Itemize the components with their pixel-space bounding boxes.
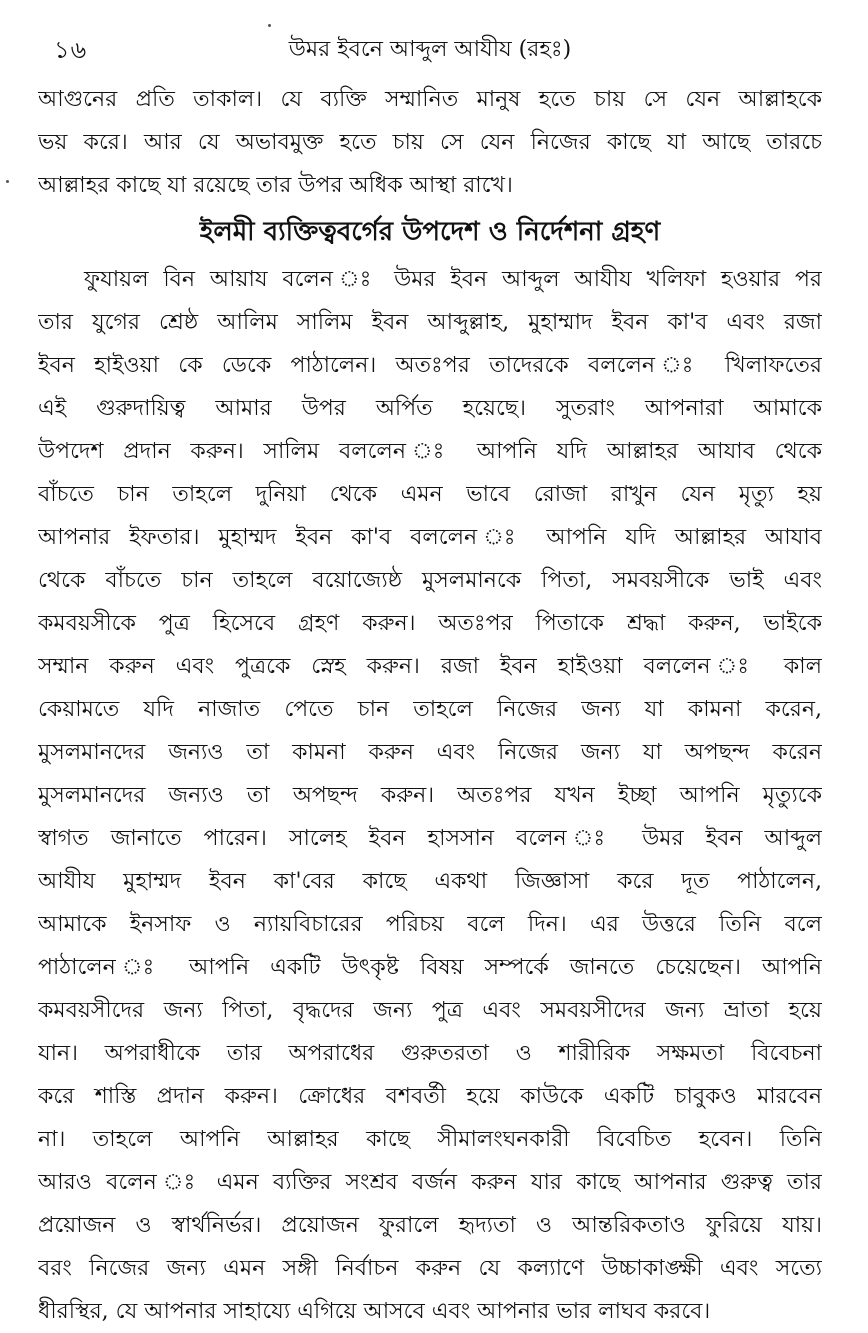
text-line: করে শাস্তি প্রদান করুন। ক্রোধের বশবর্তী হয়ে কাউকে একটি চাবুকও মারবেন xyxy=(38,1084,822,1109)
text-line: ধীরস্থির, যে আপনার সাহায্যে এগিয়ে আসবে এবং আপনার ভার লাঘব করবে। xyxy=(38,1299,711,1324)
header-title: উমর ইবনে আব্দুল আযীয (রহঃ) xyxy=(288,37,572,62)
scan-speck xyxy=(6,180,9,183)
text-line: থেকে বাঁচতে চান তাহলে বয়োজ্যেষ্ঠ মুসলমানকে পিতা, সমবয়সীকে ভাই এবং xyxy=(38,568,822,593)
text-line: পাঠালেন ঃ আপনি একটি উৎকৃষ্ট বিষয় সম্পর্কে জানতে চেয়েছেন। আপনি xyxy=(38,955,822,980)
text-line: আযীয মুহাম্মদ ইবন কা'বের কাছে একথা জিজ্ঞাসা করে দূত পাঠালেন, xyxy=(38,869,822,894)
text-line: বরং নিজের জন্য এমন সঙ্গী নির্বাচন করুন যে কল্যাণে উচ্চাকাঙ্ক্ষী এবং সত্যে xyxy=(38,1256,822,1281)
text-line: সম্মান করুন এবং পুত্রকে স্নেহ করুন। রজা ইবন হাইওয়া বললেন ঃ কাল xyxy=(38,654,822,679)
text-line: আল্লাহর কাছে যা রয়েছে তার উপর অধিক আস্থা রাখে। xyxy=(38,173,513,198)
text-line: যান। অপরাধীকে তার অপরাধের গুরুতরতা ও শারীরিক সক্ষমতা বিবেচনা xyxy=(38,1041,822,1066)
text-line: আগুনের প্রতি তাকাল। যে ব্যক্তি সম্মানিত মানুষ হতে চায় সে যেন আল্লাহকে xyxy=(38,87,822,112)
text-line: মুসলমানদের জন্যও তা কামনা করুন এবং নিজের জন্য যা অপছন্দ করেন xyxy=(38,740,822,765)
running-header xyxy=(38,28,822,68)
text-line: কেয়ামতে যদি নাজাত পেতে চান তাহলে নিজের জন্য যা কামনা করেন, xyxy=(38,697,822,722)
text-line: তার যুগের শ্রেষ্ঠ আলিম সালিম ইবন আব্দুল্লাহ, মুহাম্মাদ ইবন কা'ব এবং রজা xyxy=(38,310,822,335)
scan-speck xyxy=(268,24,271,27)
text-line: মুসলমানদের জন্যও তা অপছন্দ করুন। অতঃপর যখন ইচ্ছা আপনি মৃত্যুকে xyxy=(38,783,822,808)
text-line: উপদেশ প্রদান করুন। সালিম বললেন ঃ আপনি যদি আল্লাহর আযাব থেকে xyxy=(38,439,822,464)
text-line: না। তাহলে আপনি আল্লাহর কাছে সীমালংঘনকারী বিবেচিত হবেন। তিনি xyxy=(38,1127,822,1152)
text-line: আমাকে ইনসাফ ও ন্যায়বিচারের পরিচয় বলে দিন। এর উত্তরে তিনি বলে xyxy=(38,912,822,937)
text-line: কমবয়সীদের জন্য পিতা, বৃদ্ধদের জন্য পুত্র এবং সমবয়সীদের জন্য ভ্রাতা হয়ে xyxy=(38,998,822,1023)
text-line: প্রয়োজন ও স্বার্থনির্ভর। প্রয়োজন ফুরালে হৃদ্যতা ও আন্তরিকতাও ফুরিয়ে যায়। xyxy=(38,1213,822,1238)
intro-paragraph xyxy=(38,78,822,207)
text-line: ইবন হাইওয়া কে ডেকে পাঠালেন। অতঃপর তাদেরকে বললেন ঃ খিলাফতের xyxy=(38,353,822,378)
text-line: স্বাগত জানাতে পারেন। সালেহ ইবন হাসসান বলেন ঃ উমর ইবন আব্দুল xyxy=(38,826,822,851)
text-line: ভয় করে। আর যে অভাবমুক্ত হতে চায় সে যেন নিজের কাছে যা আছে তারচে xyxy=(38,130,822,155)
text-line: বাঁচতে চান তাহলে দুনিয়া থেকে এমন ভাবে রোজা রাখুন যেন মৃত্যু হয় xyxy=(38,482,822,507)
text-line: আরও বলেন ঃ এমন ব্যক্তির সংশ্রব বর্জন করুন যার কাছে আপনার গুরুত্ব তার xyxy=(38,1170,822,1195)
text-line: আপনার ইফতার। মুহাম্মদ ইবন কা'ব বললেন ঃ আপনি যদি আল্লাহর আযাব xyxy=(38,525,822,550)
text-line: ফুযায়ল বিন আয়ায বলেন ঃ উমর ইবন আব্দুল আযীয খলিফা হওয়ার পর xyxy=(84,267,822,292)
section-heading: ইলমী ব্যক্তিত্ববর্গের উপদেশ ও নির্দেশনা গ্রহণ xyxy=(199,217,661,247)
text-line: কমবয়সীকে পুত্র হিসেবে গ্রহণ করুন। অতঃপর পিতাকে শ্রদ্ধা করুন, ভাইকে xyxy=(38,611,822,636)
main-paragraph xyxy=(38,258,822,1333)
page-number: ১৬ xyxy=(54,36,88,64)
text-line: এই গুরুদায়িত্ব আমার উপর অর্পিত হয়েছে। সুতরাং আপনারা আমাকে xyxy=(38,396,822,421)
